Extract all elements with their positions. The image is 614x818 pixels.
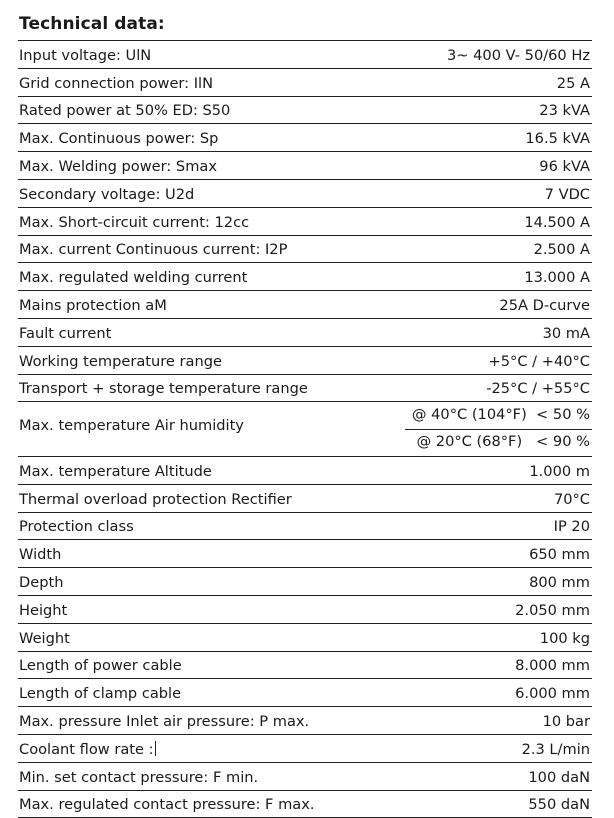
row-label: Length of clamp cable [19,685,182,703]
row-label: Transport + storage temperature range [19,380,308,398]
table-row [18,624,592,652]
humidity-value-40c: @ 40°C (104°F) < 50 % [411,406,590,424]
row-value: 2.500 A [533,241,590,259]
row-value: 16.5 kVA [525,130,590,148]
table-row [18,180,592,208]
table-row [18,652,592,680]
row-label: Rated power at 50% ED: S50 [19,102,231,120]
row-value: 8.000 mm [515,657,590,675]
row-value: 100 daN [528,768,590,786]
table-row [18,291,592,319]
row-label: Max. regulated welding current [19,269,248,287]
row-value: 6.000 mm [515,685,590,703]
row-value: 2.050 mm [515,601,590,619]
row-value: +5°C / +40°C [488,352,590,370]
table-row [18,791,592,818]
row-label: Fault current [19,324,112,342]
row-label: Thermal overload protection Rectifier [19,490,292,508]
row-label: Max. pressure Inlet air pressure: P max. [19,712,310,730]
row-label: Protection class [19,518,134,536]
row-label: Height [19,601,68,619]
row-label: Depth [19,573,64,591]
table-row [18,707,592,735]
row-label: Working temperature range [19,352,222,370]
row-label: Input voltage: UlN [19,46,152,64]
row-value: 13.000 A [524,269,590,287]
table-row [18,152,592,180]
table-row [18,568,592,596]
table-row [18,347,592,375]
table-row [18,263,592,291]
row-value: 10 bar [542,712,590,730]
table-row [18,735,592,763]
row-label: Secondary voltage: U2d [19,185,195,203]
row-value: 14.500 A [524,213,590,231]
coolant-label-text: Coolant flow rate : [19,740,154,758]
row-value: 800 mm [529,573,590,591]
row-label: Mains protection aM [19,296,167,314]
row-value: 23 kVA [539,102,590,120]
row-value: IP 20 [553,518,590,536]
table-row [18,69,592,97]
row-label: Max. Continuous power: Sp [19,130,219,148]
humidity-value-20c: @ 20°C (68°F) < 90 % [416,433,590,451]
humidity-label: Max. temperature Air humidity [19,417,244,435]
row-label: Width [19,546,62,564]
row-value: 550 daN [528,796,590,814]
table-row [18,540,592,568]
humidity-divider [405,429,592,430]
humidity-row [18,402,592,457]
row-value: 1.000 m [529,462,590,480]
row-value: 2.3 L/min [521,740,590,758]
row-value: 70°C [553,490,590,508]
table-row [18,124,592,152]
row-value: 25A D-curve [499,296,590,314]
row-label: Weight [19,629,70,647]
table-row [18,457,592,485]
row-value: 25 A [556,74,590,92]
row-value: 650 mm [529,546,590,564]
table-row [18,679,592,707]
row-value: -25°C / +55°C [486,380,590,398]
text-cursor [155,741,156,756]
row-label: Length of power cable [19,657,182,675]
technical-data-table [18,40,592,818]
row-label: Min. set contact pressure: F min. [19,768,259,786]
row-value: 100 kg [539,629,590,647]
row-label [19,741,156,758]
row-label: Max. Short-circuit current: 12cc [19,213,250,231]
row-label: Max. regulated contact pressure: F max. [19,796,315,814]
row-label: Max. Welding power: Smax [19,157,217,175]
table-row [18,319,592,347]
row-label: Max. temperature Altitude [19,462,212,480]
table-row [18,513,592,541]
table-row [18,236,592,264]
page-title: Technical data: [19,14,165,34]
row-value: 3~ 400 V- 50/60 Hz [446,46,590,64]
table-row [18,40,592,69]
row-label: Max. current Continuous current: I2P [19,241,288,259]
table-row [18,97,592,125]
table-row [18,375,592,403]
row-value: 96 kVA [539,157,590,175]
table-row [18,596,592,624]
table-row [18,208,592,236]
row-value: 30 mA [542,324,590,342]
table-row [18,763,592,791]
row-label: Grid connection power: IlN [19,74,213,92]
row-value: 7 VDC [544,185,590,203]
table-row [18,485,592,513]
